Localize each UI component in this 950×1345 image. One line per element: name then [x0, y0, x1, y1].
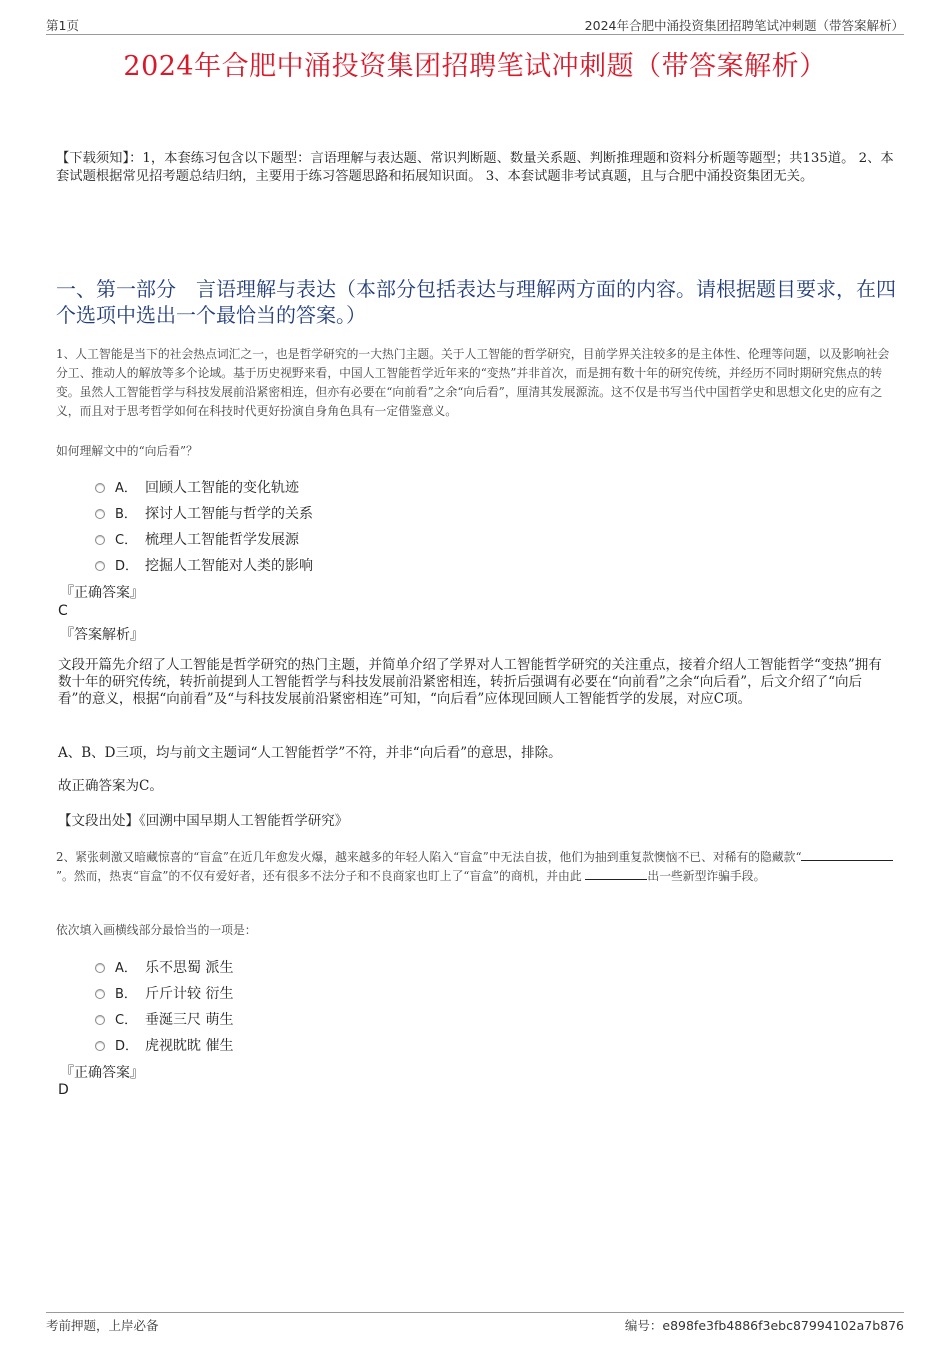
- question-1-text: 1、人工智能是当下的社会热点词汇之一，也是哲学研究的一大热门主题。关于人工智能的哲学研究，目前学界关注较多的是主体性、伦理等问题，以及影响社会分工、推动人的解放等多个论域。基于历史视野来看，中国人工智能哲学近年来的“变热”并非首次，而是拥有数十年的研究传统，并经历不同时期研究焦点的转变。虽然人工智能哲学与科技发展前沿紧密相连，但亦有必要在“向前看”之余“向后看”，厘清其发展源流。这不仅是书写当代中国哲学史和思想文化史的应有之义，而且对于思考哲学如何在科技时代更好扮演自身角色具有一定借鉴意义。: [56, 347, 890, 418]
- question-2-options: [95, 957, 595, 1061]
- question-2-text: 2、紧张刺激又暗藏惊喜的“盲盒”在近几年愈发火爆，越来越多的年轻人陷入“盲盒”中无法自拔，他们为抽到重复款懊恼不已、对稀有的隐藏款“”。然而，热衷“盲盒”的不仅有爱好者，还有很多不法分子和不良商家也盯上了“盲盒”的商机，并由此 出一些新型诈骗手段。: [56, 848, 898, 886]
- option-c[interactable]: C． 垂涎三尺 萌生: [95, 1009, 595, 1035]
- header-doc-title: 2024年合肥中涌投资集团招聘笔试冲刺题（带答案解析）: [584, 18, 904, 33]
- question-2-prompt: 依次填入画横线部分最恰当的一项是：: [56, 923, 257, 937]
- answer-value: C: [58, 603, 68, 619]
- answer-tag: 『正确答案』: [60, 1065, 144, 1081]
- option-d[interactable]: D． 挖掘人工智能对人类的影响: [95, 555, 595, 581]
- footer-serial: 编号：e898fe3fb4886f3ebc87994102a7b876: [624, 1318, 904, 1333]
- analysis-paragraph-1: 文段开篇先介绍了人工智能是哲学研究的热门主题，并简单介绍了学界对人工智能哲学研究的关注重点，接着介绍人工智能哲学“变热”拥有数十年的研究传统，转折前提到人工智能哲学与科技发展前沿紧密相连，转折后强调有必要在“向前看”之余“向后看”，后文介绍了“向后看”的意义，根据“向前看”及“与科技发展前沿紧密相连”可知，“向后看”应体现回顾人工智能哲学的发展，对应C项。: [58, 657, 882, 707]
- option-a[interactable]: A． 乐不思蜀 派生: [95, 957, 595, 983]
- analysis-tag: 『答案解析』: [60, 627, 144, 643]
- page-number: 第1页: [46, 18, 79, 33]
- radio-icon[interactable]: [95, 483, 105, 493]
- download-notice: 【下载须知】：1，本套练习包含以下题型：言语理解与表达题、常识判断题、数量关系题、判断推理题和资料分析题等题型；共135道。 2、本套试题根据常见招考题总结归纳，主要用于练习答题思路和拓展知识面。 3、本套试题非考试真题，且与合肥中涌投资集团无关。: [56, 151, 894, 184]
- radio-icon[interactable]: [95, 963, 105, 973]
- fill-blank: [585, 867, 647, 880]
- fill-blank: [801, 848, 893, 861]
- option-d[interactable]: D． 虎视眈眈 催生: [95, 1035, 595, 1061]
- page-header: [46, 14, 904, 35]
- radio-icon[interactable]: [95, 1041, 105, 1051]
- question-1-options: [95, 477, 595, 581]
- page-footer: [46, 1312, 904, 1333]
- radio-icon[interactable]: [95, 509, 105, 519]
- document-title: 2024年合肥中涌投资集团招聘笔试冲刺题（带答案解析）: [123, 51, 827, 82]
- option-a[interactable]: A． 回顾人工智能的变化轨迹: [95, 477, 595, 503]
- option-b[interactable]: B． 斤斤计较 衍生: [95, 983, 595, 1009]
- footer-slogan: 考前押题，上岸必备: [46, 1318, 159, 1333]
- analysis-paragraph-2: A、B、D三项，均与前文主题词“人工智能哲学”不符，并非“向后看”的意思，排除。: [58, 745, 562, 761]
- radio-icon[interactable]: [95, 561, 105, 571]
- radio-icon[interactable]: [95, 1015, 105, 1025]
- answer-tag: 『正确答案』: [60, 585, 144, 601]
- answer-value: D: [58, 1082, 69, 1098]
- radio-icon[interactable]: [95, 535, 105, 545]
- analysis-paragraph-3: 故正确答案为C。: [58, 778, 163, 794]
- section-heading: 一、第一部分 言语理解与表达（本部分包括表达与理解两方面的内容。请根据题目要求，在四个选项中选出一个最恰当的答案。）: [56, 277, 896, 327]
- question-1-prompt: 如何理解文中的“向后看”？: [56, 444, 198, 458]
- passage-source: 【文段出处】《回溯中国早期人工智能哲学研究》: [58, 813, 349, 829]
- option-b[interactable]: B． 探讨人工智能与哲学的关系: [95, 503, 595, 529]
- option-c[interactable]: C． 梳理人工智能哲学发展源: [95, 529, 595, 555]
- radio-icon[interactable]: [95, 989, 105, 999]
